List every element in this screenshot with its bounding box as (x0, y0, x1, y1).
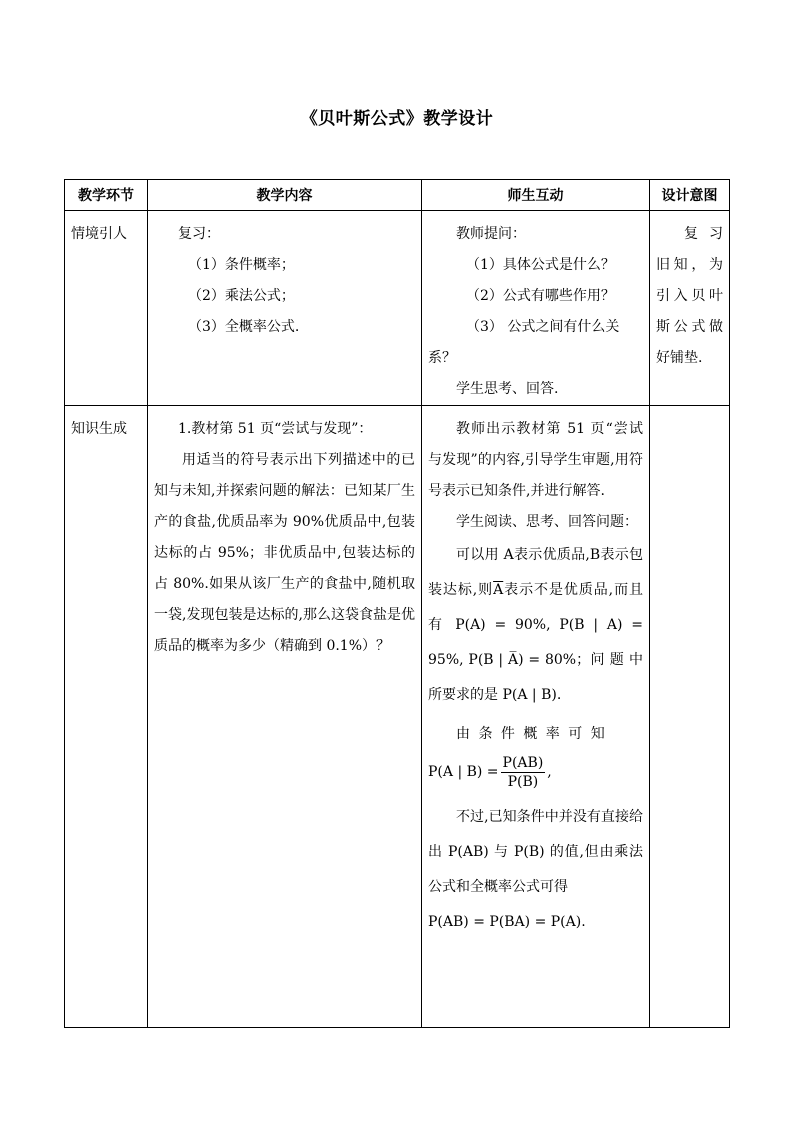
text-span: . (581, 914, 586, 930)
content-cell (148, 406, 422, 1028)
interaction-paragraph (428, 538, 643, 713)
stage-cell: 情境引人 (65, 211, 148, 406)
math-var: A (503, 547, 514, 563)
interaction-paragraph (428, 800, 643, 940)
stage-cell: 知识生成 (65, 406, 148, 1028)
fraction-denominator: P(B) (507, 773, 539, 790)
table-row (65, 211, 730, 406)
math-formula: P(A | B) (502, 687, 557, 703)
intent-cell: 复习旧知，为引入贝叶斯公式做好铺垫. (650, 211, 730, 406)
content-line: 1.教材第 51 页“尝试与发现”： (178, 421, 373, 437)
interaction-line: 学生思考、回答. (456, 381, 559, 397)
interaction-cell (422, 211, 650, 406)
content-paragraph: 用适当的符号表示出下列描述中的已知与未知,并探索问题的解法：已知某厂生产的食盐,优质品率为 90%优质品中,包装达标的占 95%；非优质品中,包装达标的占 80%.如果从该厂生产的食盐中,随机取一袋,发现包装是达标的,那么这袋食盐是优质品的概率为多少（精确到 0.1%）？ (154, 452, 415, 654)
header-stage: 教学环节 (65, 180, 148, 211)
math-formula: P(B) (514, 844, 545, 860)
teaching-design-table (64, 179, 730, 1028)
math-formula: P(AB) (448, 844, 489, 860)
math-formula: P(A) = 90%, P(B | A) = 95%, P(B | A̅) = 80% (428, 617, 643, 668)
interaction-line: （2）公式有哪些作用？ (466, 288, 615, 304)
math-formula: P(AB) = P(BA) = P(A) (428, 914, 582, 930)
fraction (501, 754, 546, 791)
interaction-paragraph: 教师出示教材第 51 页“尝试与发现”的内容,引导学生审题,用符号表示已知条件,并进行解答. (428, 421, 643, 499)
interaction-cell (422, 406, 650, 1028)
math-var: $\overline{A}$ (493, 582, 504, 598)
text-span: 表示包装达标,则 (428, 547, 644, 598)
text-span: 可以用 (456, 547, 504, 563)
header-interaction: 师生互动 (422, 180, 650, 211)
text-span: . (556, 687, 562, 703)
text-span: 的值,但由乘法公式和全概率公式可得 (428, 844, 644, 895)
text-span: 表示不是优质品,而且有 (428, 582, 643, 633)
content-line: 复习： (178, 226, 220, 242)
text-span: 不过,已知条件中并没有直接给出 (428, 809, 643, 860)
content-line: （3）全概率公式. (188, 319, 300, 335)
interaction-paragraph: 由 条 件 概 率 可 知 (456, 726, 607, 742)
math-formula: P(A | B) = (428, 764, 499, 780)
math-var: B (589, 547, 601, 563)
header-content: 教学内容 (148, 180, 422, 211)
intent-cell (650, 406, 730, 1028)
document-title: 《贝叶斯公式》教学设计 (300, 109, 494, 129)
text-span: ；问 题 中所要求的是 (428, 652, 643, 703)
text-span: 与 (488, 844, 515, 860)
text-span: 表示优质品, (513, 547, 590, 563)
content-cell (148, 211, 422, 406)
interaction-line: 教师提问： (456, 226, 526, 242)
text-span: , (547, 764, 552, 780)
content-line: （2）乘法公式； (188, 288, 295, 304)
interaction-paragraph: 学生阅读、思考、回答问题： (456, 514, 638, 530)
content-line: （1）条件概率； (188, 257, 295, 273)
interaction-line: （1）具体公式是什么？ (466, 257, 615, 273)
interaction-line: （3） 公式之间有什么关系？ (428, 319, 620, 366)
fraction-numerator: P(AB) (502, 754, 544, 771)
table-row (65, 406, 730, 1028)
formula-line (428, 750, 643, 794)
table-header-row (65, 180, 730, 211)
header-intent: 设计意图 (650, 180, 730, 211)
